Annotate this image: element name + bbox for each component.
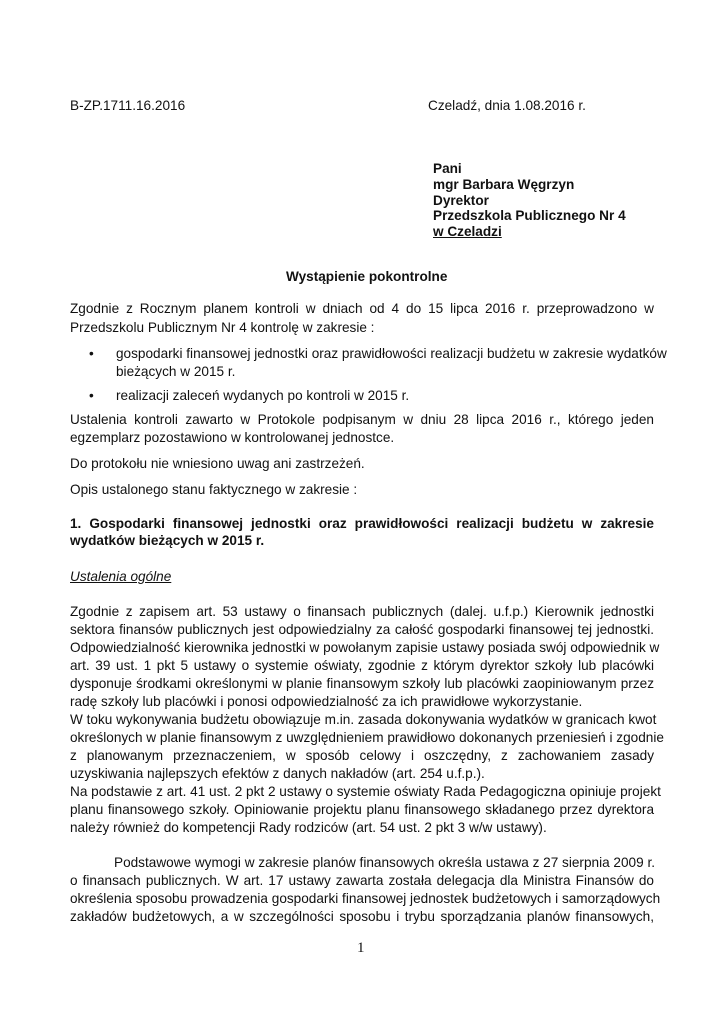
recipient-position: Dyrektor [433,193,489,208]
list-item: realizacji zaleceń wydanych po kontroli w 2015 r. [116,388,410,403]
body-line: art. 39 ust. 1 pkt 5 ustawy o systemie oświaty, zgodnie z którym dyrektor szkoły lub placówki [70,658,654,673]
body-line: o finansach publicznych. W art. 17 ustawy zawarta została delegacja dla Ministra Finansów do [70,873,654,888]
document-reference-number: B-ZP.1711.16.2016 [70,98,186,113]
body-line: sektora finansów publicznych jest odpowiedzialny za całość gospodarki finansowej tej jednostki. [70,622,654,637]
body-line: planu finansowego szkoły. Opiniowanie projektu planu finansowego składanego przez dyrektora [70,802,654,817]
section-heading: wydatków bieżących w 2015 r. [70,533,265,548]
body-line: uzyskiwania najlepszych efektów z danych nakładów (art. 254 u.f.p.). [70,766,485,781]
list-item: gospodarki finansowej jednostki oraz prawidłowości realizacji budżetu w zakresie wydatków [116,346,667,361]
body-line: określenia sposobu prowadzenia gospodarki finansowej jednostek budżetowych i samorządowych [70,891,661,906]
intro-line: Zgodnie z Rocznym planem kontroli w dniach od 4 do 15 lipca 2016 r. przeprowadzono w [70,301,654,316]
body-line: Podstawowe wymogi w zakresie planów finansowych określa ustawa z 27 sierpnia 2009 r. [114,855,656,870]
place-and-date: Czeladź, dnia 1.08.2016 r. [428,98,586,113]
body-line: W toku wykonywania budżetu obowiązuje m.in. zasada dokonywania wydatków w granicach kwot [70,712,657,727]
intro-line: Przedszkolu Publicznym Nr 4 kontrolę w zakresie : [70,320,375,335]
recipient-city: w Czeladzi [433,224,502,239]
recipient-institution: Przedszkola Publicznego Nr 4 [433,208,626,223]
body-line: zakładów budżetowych, a w szczególności sposobu i trybu sporządzania planów finansowych, [70,909,654,924]
body-line: należy również do kompetencji Rady rodziców (art. 54 ust. 2 pkt 3 w/w ustawy). [70,820,547,835]
list-item: bieżących w 2015 r. [116,364,236,379]
findings-line: egzemplarz pozostawiono w kontrolowanej jednostce. [70,430,395,445]
findings-line: Ustalenia kontroli zawarto w Protokole podpisanym w dniu 28 lipca 2016 r., którego jeden [70,412,654,427]
section-heading: 1. Gospodarki finansowej jednostki oraz prawidłowości realizacji budżetu w zakresie [70,516,654,531]
subheading: Ustalenia ogólne [70,569,172,584]
description-intro: Opis ustalonego stanu faktycznego w zakresie : [70,482,358,497]
body-line: dysponuje środkami określonymi w planie finansowym szkoły lub placówki zaopiniowanym przez [70,676,654,691]
body-line: Na podstawie z art. 41 ust. 2 pkt 2 ustawy o systemie oświaty Rada Pedagogiczna opiniuje projekt [70,784,661,799]
body-line: określonych w planie finansowym z uwzględnieniem prawidłowo dokonanych przeniesień i zgodnie [70,730,664,745]
body-line: Odpowiedzialność kierownika jednostki w powołanym zapisie ustawy posiada swój odpowiednik w [70,640,660,655]
recipient-name: mgr Barbara Węgrzyn [433,177,575,192]
page-number: 1 [357,940,365,956]
body-line: radę szkoły lub placówki i ponosi odpowiedzialność za ich prawidłowe wykorzystanie. [70,694,583,709]
body-line: z planowanym przeznaczeniem, w sposób celowy i oszczędny, z zachowaniem zasady [70,748,654,763]
no-remarks-text: Do protokołu nie wniesiono uwag ani zastrzeżeń. [70,456,365,471]
document-title: Wystąpienie pokontrolne [286,269,448,284]
body-line: Zgodnie z zapisem art. 53 ustawy o finansach publicznych (dalej. u.f.p.) Kierownik jednostki [70,604,654,619]
bullet-icon: • [89,388,94,403]
recipient-salutation: Pani [433,161,462,176]
bullet-icon: • [89,346,94,361]
